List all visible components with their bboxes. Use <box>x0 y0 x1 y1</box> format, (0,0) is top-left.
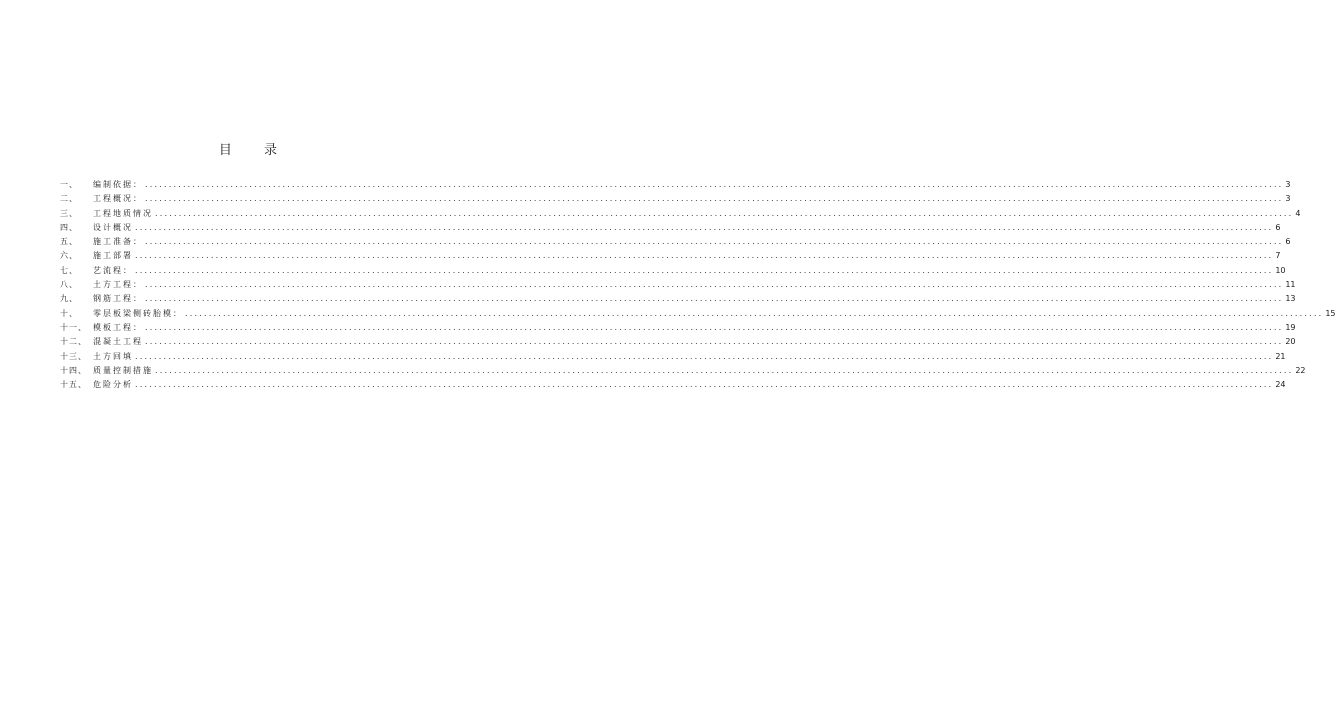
toc-dot-leader: ................................................................................................................................................................................................................................................ <box>155 208 1294 218</box>
toc-entry-page: 3 <box>1285 194 1291 204</box>
toc-title: 目 录 <box>218 143 292 158</box>
toc-entry <box>60 207 1301 221</box>
toc-dot-leader: ................................................................................................................................................................................................................................................ <box>145 322 1284 332</box>
toc-entry-page: 6 <box>1275 222 1281 232</box>
toc-entry-label: 土方回填 <box>93 351 133 361</box>
toc-entry-page: 7 <box>1275 251 1281 261</box>
toc-dot-leader: ................................................................................................................................................................................................................................................ <box>155 365 1294 375</box>
toc-dot-leader: ................................................................................................................................................................................................................................................ <box>135 351 1274 361</box>
toc-entry-label: 混凝土工程 <box>93 337 143 347</box>
toc-entry-label: 模板工程： <box>93 322 143 332</box>
toc-entry-number: 十三、 <box>60 351 87 361</box>
toc-entry <box>60 321 1296 335</box>
toc-entry-number: 六、 <box>60 251 78 261</box>
toc-entry-number: 三、 <box>60 208 78 218</box>
toc-dot-leader: ................................................................................................................................................................................................................................................ <box>145 337 1284 347</box>
toc-dot-leader: ................................................................................................................................................................................................................................................ <box>135 380 1274 390</box>
toc-entry-page: 13 <box>1285 294 1296 304</box>
toc-dot-leader: ................................................................................................................................................................................................................................................ <box>145 294 1284 304</box>
toc-entry-number: 一、 <box>60 180 78 189</box>
toc-entry-label: 施工准备： <box>93 237 143 247</box>
toc-dot-leader: ................................................................................................................................................................................................................................................ <box>135 265 1274 275</box>
toc-entry <box>60 335 1296 349</box>
toc-entry <box>60 249 1281 263</box>
toc-entry-page: 24 <box>1275 380 1286 390</box>
table-of-contents <box>60 178 1336 392</box>
toc-entry-page: 21 <box>1275 351 1286 361</box>
toc-entry-page: 3 <box>1285 180 1291 189</box>
toc-entry-label: 质量控制措施 <box>93 365 153 375</box>
toc-entry <box>60 264 1286 278</box>
toc-entry <box>60 350 1286 364</box>
toc-entry <box>60 307 1336 321</box>
toc-entry-number: 八、 <box>60 280 78 290</box>
toc-entry <box>60 192 1291 206</box>
toc-entry-page: 19 <box>1285 322 1296 332</box>
toc-entry-number: 五、 <box>60 237 78 247</box>
toc-entry-label: 施工部署 <box>93 251 133 261</box>
toc-entry <box>60 178 1291 192</box>
toc-entry-page: 10 <box>1275 265 1286 275</box>
toc-entry-number: 九、 <box>60 294 78 304</box>
toc-entry-number: 四、 <box>60 222 78 232</box>
toc-entry-label: 工程概况： <box>93 194 143 204</box>
toc-entry-number: 十一、 <box>60 322 87 332</box>
toc-dot-leader: ................................................................................................................................................................................................................................................ <box>145 180 1284 189</box>
toc-entry-page: 15 <box>1325 308 1336 318</box>
toc-entry-number: 十四、 <box>60 365 87 375</box>
toc-entry-number: 七、 <box>60 265 78 275</box>
toc-entry-page: 6 <box>1285 237 1291 247</box>
toc-entry-label: 艺流程： <box>93 265 133 275</box>
toc-entry-label: 危险分析 <box>93 380 133 390</box>
toc-entry <box>60 221 1281 235</box>
toc-entry-number: 十、 <box>60 308 78 318</box>
toc-entry-label: 编制依据： <box>93 180 143 189</box>
toc-entry-label: 钢筋工程： <box>93 294 143 304</box>
toc-entry-page: 11 <box>1285 280 1296 290</box>
toc-entry <box>60 378 1286 392</box>
toc-entry-number: 二、 <box>60 194 78 204</box>
toc-dot-leader: ................................................................................................................................................................................................................................................ <box>135 251 1274 261</box>
toc-entry-page: 20 <box>1285 337 1296 347</box>
toc-entry <box>60 364 1306 378</box>
toc-dot-leader: ................................................................................................................................................................................................................................................ <box>145 237 1284 247</box>
toc-entry-label: 零层板梁侧砖胎模： <box>93 308 183 318</box>
toc-entry-page: 4 <box>1295 208 1301 218</box>
toc-dot-leader: ................................................................................................................................................................................................................................................ <box>135 222 1274 232</box>
toc-entry-number: 十二、 <box>60 337 87 347</box>
toc-entry <box>60 278 1296 292</box>
toc-entry-label: 工程地质情况 <box>93 208 153 218</box>
toc-entry <box>60 292 1296 306</box>
toc-entry <box>60 235 1291 249</box>
toc-entry-label: 设计概况 <box>93 222 133 232</box>
toc-entry-label: 土方工程： <box>93 280 143 290</box>
toc-entry-page: 22 <box>1295 365 1306 375</box>
toc-dot-leader: ................................................................................................................................................................................................................................................ <box>185 308 1324 318</box>
toc-entry-number: 十五、 <box>60 380 87 390</box>
toc-dot-leader: ................................................................................................................................................................................................................................................ <box>145 280 1284 290</box>
toc-dot-leader: ................................................................................................................................................................................................................................................ <box>145 194 1284 204</box>
